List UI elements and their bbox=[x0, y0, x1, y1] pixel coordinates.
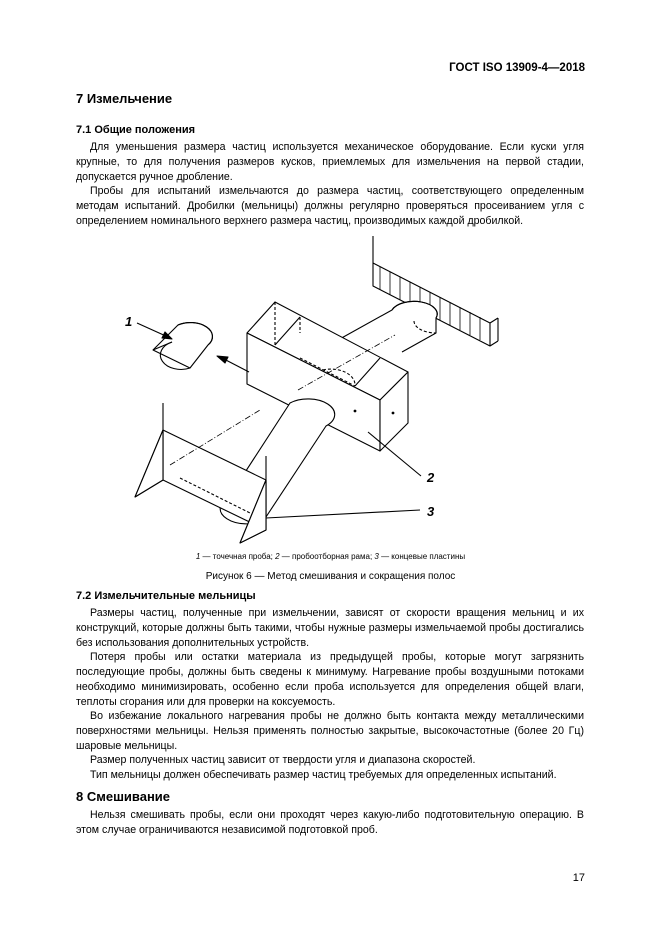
legend-text-1: — точечная проба; bbox=[200, 552, 276, 561]
figure-label-2: 2 bbox=[427, 470, 435, 485]
legend-num-2: 2 bbox=[275, 552, 280, 561]
legend-num-3: 3 bbox=[374, 552, 379, 561]
section-7-title: 7 Измельчение bbox=[76, 91, 173, 106]
subsection-7-2-title: 7.2 Измельчительные мельницы bbox=[76, 590, 256, 602]
legend-text-3: — концевые пластины bbox=[378, 552, 466, 561]
paragraph-7-2-5: Тип мельницы должен обеспечивать размер частиц требуемых для определенных испытаний. bbox=[90, 769, 557, 781]
figure-label-3: 3 bbox=[427, 504, 435, 519]
legend-num-1: 1 bbox=[195, 552, 201, 561]
figure-strip-mixing-diagram bbox=[0, 230, 661, 560]
figure-legend bbox=[0, 552, 661, 561]
end-plate-left bbox=[135, 403, 266, 543]
paragraph-7-1-1: Для уменьшения размера частиц используется механическое оборудование. Если куски угля крупные, то для получения размеров кусков, приемлемых для измельчения на первой стадии, допускается ручное дробление. bbox=[76, 141, 584, 183]
paragraph-7-1-2: Пробы для испытаний измельчаются до размера частиц, соответствующего определенным методам испытаний. Дробилки (мельницы) должны регулярно проверяться просеиванием угля с определением номинального верхнего размера частиц, производимых каждой дробилкой. bbox=[76, 185, 584, 227]
removal-arrow bbox=[217, 356, 249, 372]
paragraph-7-2-2: Потеря пробы или остатки материала из предыдущей пробы, которые могут загрязнить последующие пробы, должны быть сведены к минимуму. Нагревание пробы воздушными потоками необходимо минимизировать, особенно если проба используется для определения общей влаги, теплоты сгорания или для проверки на коксуемость. bbox=[76, 651, 584, 708]
page-number: 17 bbox=[572, 872, 585, 884]
paragraph-8-1: Нельзя смешивать пробы, если они проходят через какую-либо подготовительную операцию. В этом случае ограничиваются независимой подготовкой проб. bbox=[76, 809, 584, 836]
leader-3 bbox=[266, 510, 420, 518]
legend-text-2: — пробоотборная рама; bbox=[279, 552, 375, 561]
paragraph-7-2-1: Размеры частиц, полученные при измельчении, зависят от скорости вращения мельниц и их конструкций, которые должны быть такими, чтобы нужные размеры измельчаемой пробы достигались без использования дополнительных устройств. bbox=[76, 607, 584, 649]
figure-caption: Рисунок 6 — Метод смешивания и сокращения полос bbox=[205, 571, 456, 582]
leader-1 bbox=[137, 323, 172, 339]
point-sample bbox=[153, 323, 212, 370]
subsection-7-1-title: 7.1 Общие положения bbox=[76, 124, 196, 136]
leader-2 bbox=[368, 432, 421, 476]
paragraph-7-2-4: Размер полученных частиц зависит от твердости угля и диапазона скоростей. bbox=[90, 754, 476, 766]
paragraph-7-2-3: Во избежание локального нагревания пробы не должно быть контакта между металлическими поверхностями мельницы. Нельзя применять полностью закрытые, высокочастотные (более 20 Гц) шаровые мельницы. bbox=[76, 710, 584, 752]
figure-label-1: 1 bbox=[125, 314, 133, 329]
standard-header: ГОСТ ISO 13909-4—2018 bbox=[449, 62, 585, 74]
section-8-title: 8 Смешивание bbox=[76, 789, 171, 804]
